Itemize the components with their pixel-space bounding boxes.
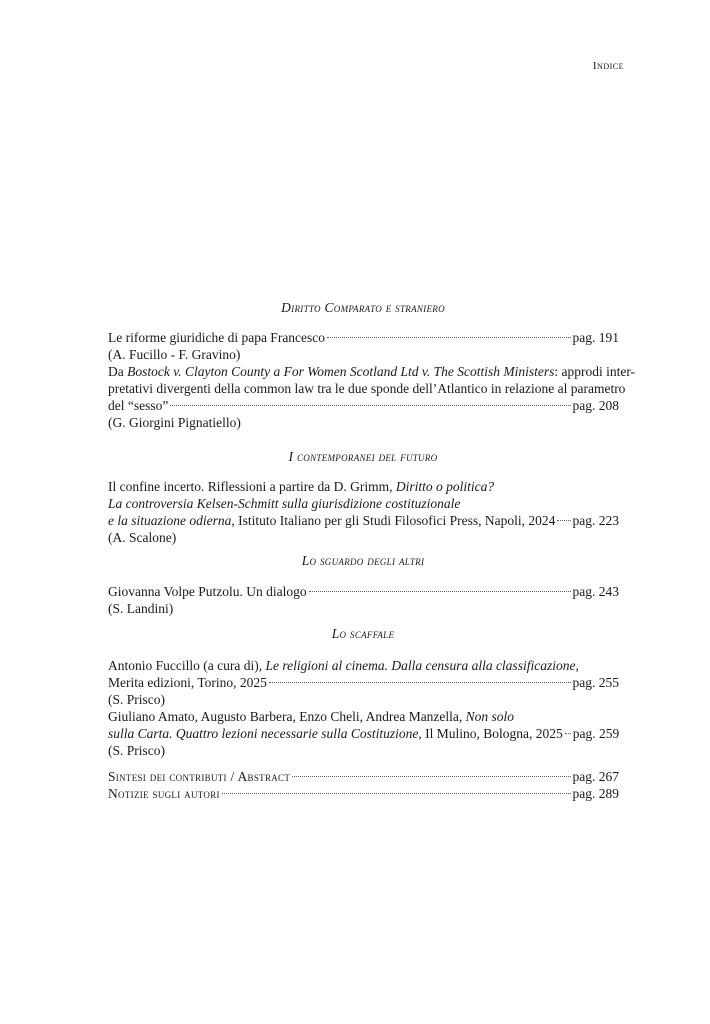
entry-text: Da	[108, 364, 128, 379]
entry-title: Sintesi dei contributi / Abstract	[108, 769, 291, 784]
toc-entry-sintesi-abstract[interactable]	[108, 768, 619, 785]
dot-leader	[222, 793, 571, 794]
entry-authors: (S. Prisco)	[108, 692, 165, 707]
entry-authors: (A. Fucillo - F. Gravino)	[108, 347, 241, 362]
entry-text: , Istituto Italiano per gli Studi Filosofici Press, Napoli, 2024	[231, 513, 556, 528]
dot-leader	[170, 405, 570, 406]
entry-italic-title: Non solo	[465, 709, 515, 724]
section-title-contemporanei: I contemporanei del futuro	[288, 449, 438, 464]
dot-leader	[269, 682, 571, 683]
entry-title: Le riforme giuridiche di papa Francesco	[108, 330, 326, 345]
section-title-sguardo-altri: Lo sguardo degli altri	[301, 553, 425, 568]
dot-leader	[565, 733, 571, 734]
page-number: pag. 208	[572, 398, 619, 413]
section-title-diritto-comparato: Diritto Comparato e straniero	[281, 300, 445, 315]
toc-entry-bostock-line-2: pretativi divergenti della common law tra le due sponde dell’Atlantico in relazione al parametro	[108, 381, 626, 396]
toc-entry-non-solo-carta-line-2[interactable]	[108, 725, 619, 742]
page-number: pag. 289	[572, 786, 619, 801]
page-number: pag. 255	[572, 675, 619, 690]
entry-title: Merita edizioni, Torino, 2025	[108, 675, 267, 690]
running-header: Indice	[592, 60, 624, 72]
toc-entry-religioni-cinema-line-1[interactable]	[108, 657, 619, 674]
toc-entry-volpe-putzolu[interactable]	[108, 583, 619, 600]
toc-entry-confine-incerto-line-3[interactable]	[108, 512, 619, 529]
entry-title: Giovanna Volpe Putzolu. Un dialogo	[108, 584, 307, 599]
toc-entry-riforme-papa-francesco[interactable]	[108, 329, 619, 346]
page-number: pag. 191	[572, 330, 619, 345]
entry-title	[108, 725, 563, 742]
entry-title: del “sesso”	[108, 398, 169, 413]
toc-entry-bostock-line-3[interactable]	[108, 397, 619, 414]
entry-authors: (A. Scalone)	[108, 530, 177, 545]
page-number: pag. 243	[572, 584, 619, 599]
toc-entry-confine-incerto-line-1[interactable]	[108, 478, 619, 495]
entry-text: , Il Mulino, Bologna, 2025	[418, 726, 563, 741]
section-title-scaffale: Lo scaffale	[331, 626, 395, 641]
entry-authors: (G. Giorgini Pignatiello)	[108, 415, 241, 430]
entry-title	[108, 512, 555, 529]
toc-entry-non-solo-carta-line-1[interactable]	[108, 708, 619, 725]
toc-entry-religioni-cinema-line-2[interactable]	[108, 674, 619, 691]
entry-text: : approdi inter-	[554, 364, 636, 379]
page-number: pag. 223	[572, 513, 619, 528]
entry-italic-title: La controversia Kelsen-Schmitt sulla giurisdizione costituzionale	[108, 496, 461, 511]
toc-entry-notizie-autori[interactable]	[108, 785, 619, 802]
toc-entry-confine-incerto-line-2	[108, 495, 619, 512]
dot-leader	[292, 776, 570, 777]
entry-italic-title: Le religioni al cinema. Dalla censura alla classificazione	[265, 658, 576, 673]
dot-leader	[327, 337, 570, 338]
entry-text: ,	[575, 658, 579, 673]
entry-text: Il confine incerto. Riflessioni a partire da D. Grimm,	[108, 479, 396, 494]
entry-italic-title: e la situazione odierna	[108, 513, 232, 528]
page-number: pag. 267	[572, 769, 619, 784]
entry-italic-title: Bostock v. Clayton County a For Women Scotland Ltd v. The Scottish Ministers	[127, 364, 555, 379]
entry-authors: (S. Landini)	[108, 601, 174, 616]
entry-text: Antonio Fuccillo (a cura di),	[108, 658, 266, 673]
dot-leader	[557, 520, 570, 521]
dot-leader	[309, 591, 571, 592]
page-number: pag. 259	[572, 726, 620, 741]
entry-italic-title: sulla Carta. Quattro lezioni necessarie sulla Costituzione	[108, 726, 419, 741]
toc-entry-bostock-line-1[interactable]	[108, 363, 636, 380]
entry-authors: (S. Prisco)	[108, 743, 165, 758]
entry-italic-title: Diritto o politica?	[395, 479, 495, 494]
entry-text: Giuliano Amato, Augusto Barbera, Enzo Cheli, Andrea Manzella,	[108, 709, 466, 724]
entry-title: Notizie sugli autori	[108, 786, 220, 801]
